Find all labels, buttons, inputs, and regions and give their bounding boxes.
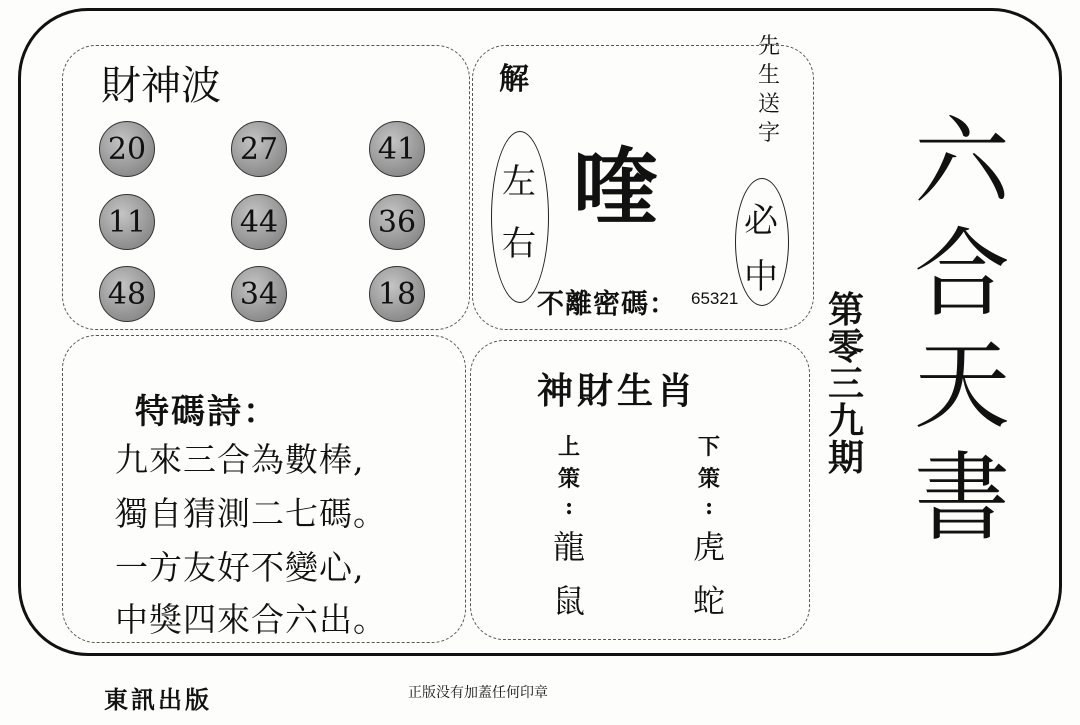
zodiac-animal: 鼠	[553, 582, 586, 620]
title-char: 天	[914, 330, 1010, 442]
wealth-wave-panel	[62, 45, 470, 330]
side-char: 先	[757, 34, 780, 59]
oval-char: 左	[502, 162, 536, 202]
upper-strategy-column	[553, 431, 585, 627]
number-ball: 48	[99, 266, 155, 322]
zodiac-animal: 虎	[693, 528, 726, 566]
publisher: 東訊出版	[104, 685, 212, 714]
number-ball: 20	[99, 121, 155, 177]
poem-line: 獨自猜測二七碼。	[115, 494, 387, 533]
title-char: 合	[914, 218, 1010, 330]
strategy-label: 下	[698, 434, 721, 460]
title-char: 六	[914, 106, 1010, 218]
colon-mark: :	[564, 494, 574, 520]
issue-char: 九	[827, 401, 864, 442]
riddle-panel	[472, 34, 814, 330]
number-ball: 36	[369, 194, 425, 250]
colon-mark: :	[704, 494, 714, 520]
issue-char: 第	[827, 290, 864, 331]
number-ball: 41	[369, 121, 425, 177]
side-char: 送	[757, 92, 780, 117]
number-ball: 18	[369, 266, 425, 322]
zodiac-title: 神財生肖	[537, 370, 698, 412]
strategy-label: 策	[558, 466, 581, 492]
zodiac-animal: 蛇	[693, 582, 726, 620]
poem-title: 特碼詩：	[135, 392, 279, 432]
side-vertical-text	[749, 32, 789, 148]
number-ball: 34	[231, 266, 287, 322]
side-char: 字	[757, 121, 780, 146]
title-char: 書	[914, 442, 1010, 554]
poem-line: 一方友好不變心,	[115, 548, 365, 587]
issue-number	[824, 292, 868, 477]
code-label: 不離密碼：	[537, 289, 677, 320]
wealth-wave-title: 財神波	[101, 63, 221, 109]
riddle-big-char: 喹	[573, 139, 658, 237]
side-char: 生	[757, 63, 780, 88]
lower-strategy-column	[693, 431, 725, 627]
number-ball: 27	[231, 121, 287, 177]
code-value: 65321	[691, 289, 739, 308]
must-hit-char: 中	[744, 257, 778, 297]
poem-panel	[62, 335, 466, 643]
riddle-label: 解	[499, 62, 529, 97]
authenticity-notice: 正版没有加蓋任何印章	[408, 685, 548, 701]
issue-char: 零	[827, 327, 864, 368]
left-right-oval	[491, 131, 549, 303]
zodiac-panel	[470, 340, 810, 640]
strategy-label: 策	[698, 466, 721, 492]
number-ball: 11	[99, 194, 155, 250]
must-hit-oval	[735, 178, 789, 306]
issue-char: 三	[827, 364, 864, 405]
strategy-label: 上	[558, 434, 581, 460]
poem-line: 九來三合為數棒,	[115, 440, 365, 479]
main-title	[912, 106, 1012, 554]
zodiac-animal: 龍	[553, 528, 586, 566]
issue-char: 期	[827, 438, 864, 479]
number-ball: 44	[231, 194, 287, 250]
oval-char: 右	[502, 224, 536, 264]
must-hit-char: 必	[744, 201, 778, 241]
poem-line: 中獎四來合六出。	[115, 600, 387, 639]
